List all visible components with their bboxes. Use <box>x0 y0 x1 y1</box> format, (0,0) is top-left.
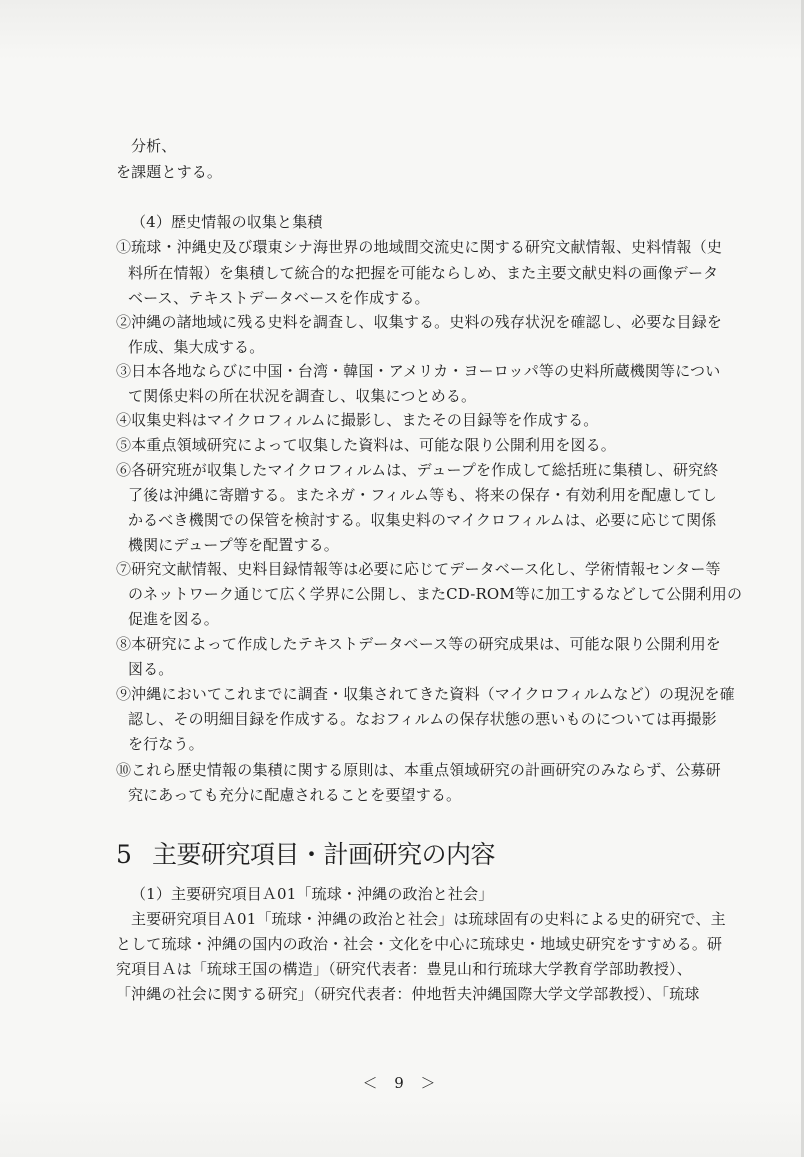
section-5-number: 5 <box>116 840 132 869</box>
paragraph-line-1: 主要研究項目Ａ01「琉球・沖縄の政治と社会」は琉球固有の史料による史的研究で、主 <box>131 910 726 928</box>
item-9-line-1: ⑨沖縄においてこれまでに調査・収集されてきた資料（マイクロフィルムなど）の現況を確 <box>116 685 735 703</box>
item-1-line-2: 料所在情報）を集積して統合的な把握を可能ならしめ、また主要文献史料の画像データ <box>128 264 719 282</box>
item-2-line-1: ②沖縄の諸地域に残る史料を調査し、収集する。史料の残存状況を確認し、必要な目録を <box>116 313 723 331</box>
item-2-line-2: 作成、集大成する。 <box>128 338 265 356</box>
page-number: ＜ 9 ＞ <box>362 1074 442 1092</box>
item-7-line-3: 促進を図る。 <box>128 610 219 628</box>
item-3-line-1: ③日本各地ならびに中国・台湾・韓国・アメリカ・ヨーロッパ等の史料所蔵機関等につい <box>116 362 721 380</box>
paragraph-line-2: として琉球・沖縄の国内の政治・社会・文化を中心に琉球史・地域史研究をすすめる。研 <box>116 935 723 953</box>
item-6-line-4: 機関にデュープ等を配置する。 <box>128 536 339 554</box>
paragraph-line-4: 「沖縄の社会に関する研究」（研究代表者：仲地哲夫沖縄国際大学文学部教授）、「琉球 <box>116 985 700 1003</box>
intro-line-1: 分析、 <box>131 137 177 155</box>
item-8-line-1: ⑧本研究によって作成したテキストデータベース等の研究成果は、可能な限り公開利用を <box>116 635 721 653</box>
intro-line-2: を課題とする。 <box>116 163 223 181</box>
item-8-line-2: 図る。 <box>128 660 174 678</box>
item-1-line-1: ①琉球・沖縄史及び環東シナ海世界の地域間交流史に関する研究文献情報、史料情報（史 <box>116 238 723 256</box>
item-1-line-3: ベース、テキストデータベースを作成する。 <box>128 289 430 307</box>
item-6-line-3: かるべき機関での保管を検討する。収集史料のマイクロフィルムは、必要に応じて関係 <box>128 511 717 529</box>
section-4-heading: （4）歴史情報の収集と集積 <box>131 213 323 231</box>
section-5-heading <box>116 838 495 872</box>
section-5-title: 主要研究項目・計画研究の内容 <box>152 840 496 869</box>
item-10-line-1: ⑩これら歴史情報の集積に関する原則は、本重点領域研究の計画研究のみならず、公募研 <box>116 761 721 779</box>
item-10-line-2: 究にあっても充分に配慮されることを要望する。 <box>128 786 462 804</box>
paragraph-line-3: 究項目Ａは「琉球王国の構造」（研究代表者：豊見山和行琉球大学教育学部助教授）、 <box>116 960 692 978</box>
item-9-line-2: 認し、その明細目録を作成する。なおフィルムの保存状態の悪いものについては再撮影 <box>128 710 717 728</box>
item-3-line-2: て関係史料の所在状況を調査し、収集につとめる。 <box>128 387 477 405</box>
item-6-line-2: 了後は沖縄に寄贈する。またネガ・フィルム等も、将来の保存・有効利用を配慮してし <box>128 486 718 504</box>
item-7-line-1: ⑦研究文献情報、史料目録情報等は必要に応じてデータベース化し、学術情報センター等 <box>116 560 721 578</box>
section-5-sub-heading: （1）主要研究項目Ａ01「琉球・沖縄の政治と社会」 <box>131 885 494 903</box>
item-5-line-1: ⑤本重点領域研究によって収集した資料は、可能な限り公開利用を図る。 <box>116 436 616 454</box>
item-9-line-3: を行なう。 <box>128 735 204 753</box>
item-6-line-1: ⑥各研究班が収集したマイクロフィルムは、デュープを作成して総括班に集積し、研究終 <box>116 461 719 479</box>
item-4-line-1: ④収集史料はマイクロフィルムに撮影し、またその目録等を作成する。 <box>116 411 599 429</box>
item-7-line-2: のネットワーク通じて広く学界に公開し、またCD-ROM等に加工するなどして公開利用の <box>128 585 743 603</box>
